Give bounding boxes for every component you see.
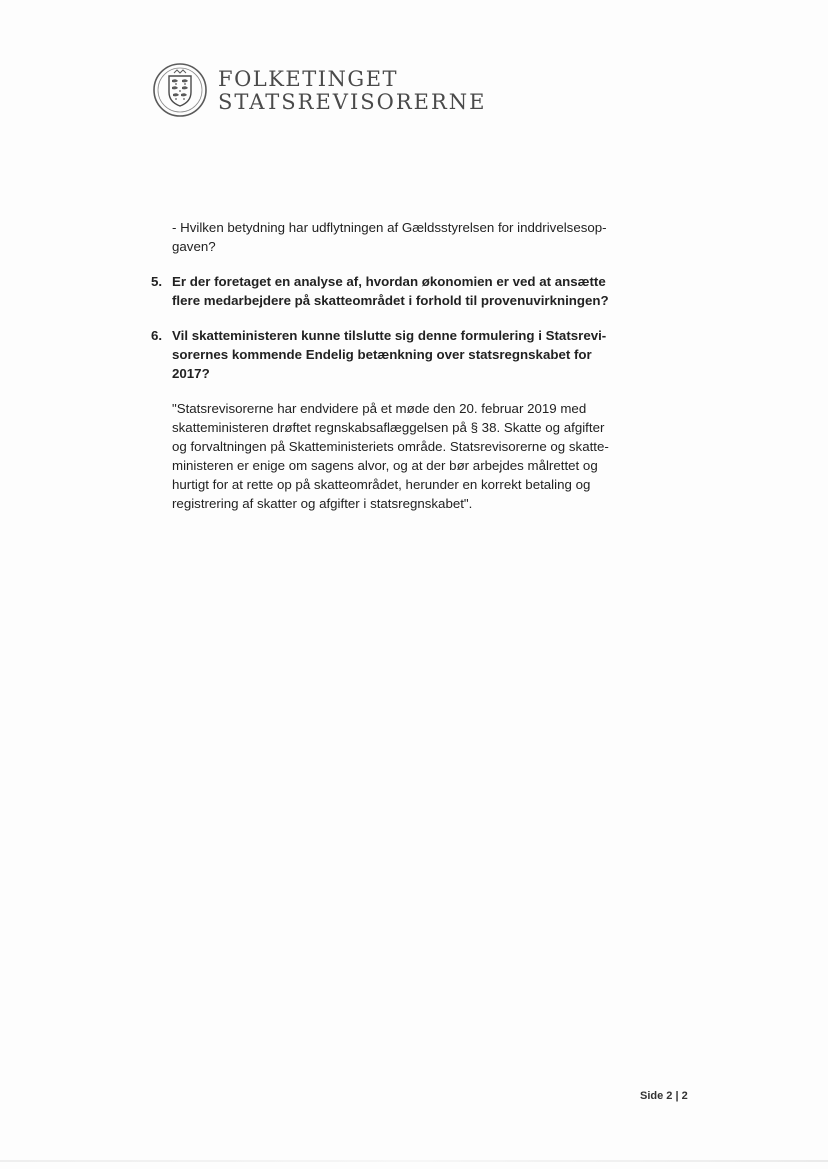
quote-line: skatteministeren drøftet regnskabsaflæggelsen på § 38. Skatte og afgifter	[172, 420, 605, 435]
question-number: 5.	[151, 274, 163, 289]
question-5	[172, 272, 632, 310]
question-number: 6.	[151, 328, 163, 343]
question-line: sorernes kommende Endelig betænkning over statsregnskabet for	[172, 347, 592, 362]
question-line: Vil skatteministeren kunne tilslutte sig denne formulering i Statsrevi-	[172, 328, 607, 343]
org-name-line1: FOLKETINGET	[218, 67, 399, 91]
question-6	[172, 326, 617, 383]
quote-line: ministeren er enige om sagens alvor, og at der bør arbejdes målrettet og	[172, 458, 598, 473]
coat-of-arms-logo	[152, 62, 208, 118]
intro-line: gaven?	[172, 239, 216, 254]
question-line: flere medarbejdere på skatteområdet i forhold til provenuvirkningen?	[172, 293, 609, 308]
question-line: Er der foretaget en analyse af, hvordan økonomien er ved at ansætte	[172, 274, 606, 289]
quote-line: "Statsrevisorerne har endvidere på et møde den 20. februar 2019 med	[172, 401, 587, 416]
question-line: 2017?	[172, 366, 210, 381]
org-name-line2: STATSREVISORERNE	[218, 90, 487, 114]
page-number: Side 2 | 2	[640, 1090, 688, 1102]
scan-edge	[0, 1160, 828, 1162]
intro-paragraph	[172, 218, 612, 256]
quoted-formulation	[172, 399, 622, 513]
quote-line: registrering af skatter og afgifter i statsregnskabet".	[172, 496, 473, 511]
quote-line: og forvaltningen på Skatteministeriets område. Statsrevisorerne og skatte-	[172, 439, 609, 454]
intro-line: - Hvilken betydning har udflytningen af Gældsstyrelsen for inddrivelsesop-	[172, 220, 607, 235]
quote-line: hurtigt for at rette op på skatteområdet, herunder en korrekt betaling og	[172, 477, 591, 492]
